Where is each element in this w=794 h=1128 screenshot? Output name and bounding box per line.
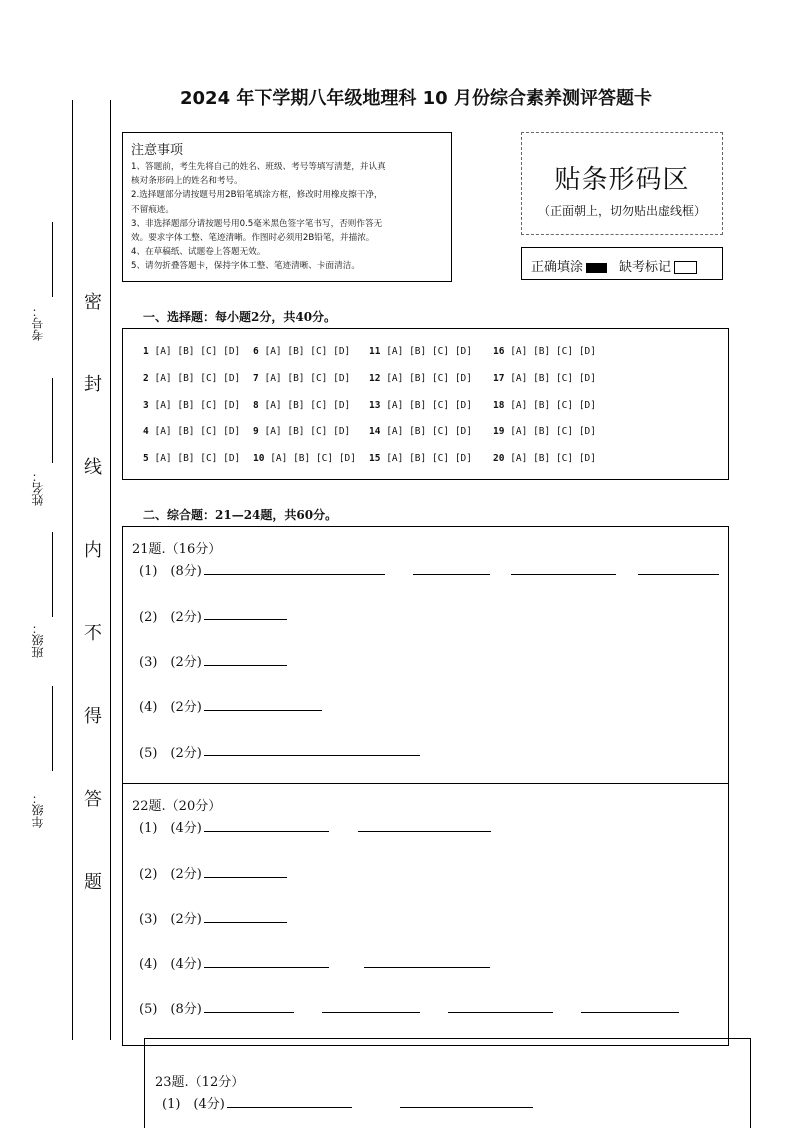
- q21-4-blank[interactable]: [204, 710, 322, 711]
- notice-line: 核对条形码上的姓名和考号。: [131, 176, 243, 187]
- grade-label: 年级：: [31, 792, 45, 828]
- multiple-choice-box: [122, 328, 729, 480]
- mc-question-9[interactable]: [253, 426, 350, 437]
- q21-part-1: (1) (8分): [139, 564, 202, 579]
- q23-1-blank-b[interactable]: [400, 1107, 533, 1108]
- name-line[interactable]: [52, 378, 53, 463]
- mc-options[interactable]: [A] [B] [C] [D]: [386, 453, 472, 464]
- binding-inner-line: [110, 100, 111, 1040]
- q21-1-blank-d[interactable]: [638, 574, 719, 575]
- exam-number-line[interactable]: [52, 222, 53, 297]
- mc-question-4[interactable]: [143, 426, 240, 437]
- fill-legend: [521, 247, 723, 280]
- mc-question-number: 14: [369, 426, 381, 437]
- mc-question-2[interactable]: [143, 373, 240, 384]
- class-label: 班级：: [31, 622, 45, 658]
- q21-5-blank[interactable]: [204, 755, 420, 756]
- binding-outer-line: [72, 100, 73, 1040]
- mc-question-1[interactable]: [143, 346, 240, 357]
- page-title: 2024 年下学期八年级地理科 10 月份综合素养测评答题卡: [180, 88, 652, 109]
- notice-line: 5、请勿折叠答题卡，保持字体工整、笔迹清晰、卡面清洁。: [131, 261, 360, 272]
- mc-options[interactable]: [A] [B] [C] [D]: [386, 346, 472, 357]
- mc-question-number: 12: [369, 373, 381, 384]
- q22-1-blank-a[interactable]: [204, 831, 329, 832]
- mc-question-17[interactable]: [493, 373, 596, 384]
- mc-options[interactable]: [A] [B] [C] [D]: [264, 426, 351, 437]
- mc-question-number: 10: [253, 453, 265, 464]
- notice-line: 不留痕迹。: [131, 204, 174, 215]
- q21-2-blank[interactable]: [204, 619, 287, 620]
- mc-options[interactable]: [A] [B] [C] [D]: [154, 400, 241, 411]
- question-21-box: [122, 526, 729, 784]
- exam-number-label: 考号：: [31, 305, 45, 341]
- mc-question-12[interactable]: [369, 373, 472, 384]
- mc-question-number: 18: [493, 400, 505, 411]
- notice-box: [122, 132, 452, 282]
- mc-question-number: 13: [369, 400, 381, 411]
- mc-options[interactable]: [A] [B] [C] [D]: [386, 373, 472, 384]
- mc-question-7[interactable]: [253, 373, 350, 384]
- mc-question-14[interactable]: [369, 426, 472, 437]
- q22-part-3: (3) (2分): [139, 912, 202, 927]
- question-22-box: [122, 783, 729, 1046]
- mc-question-19[interactable]: [493, 426, 596, 437]
- question-21-title: 21题.（16分）: [132, 542, 222, 557]
- mc-question-8[interactable]: [253, 400, 350, 411]
- mc-options[interactable]: [A] [B] [C] [D]: [386, 400, 472, 411]
- mc-question-13[interactable]: [369, 400, 472, 411]
- notice-line: 1、答题前，考生先将自己的姓名、班级、考号等填写清楚，并认真: [131, 162, 386, 172]
- mc-options[interactable]: [A] [B] [C] [D]: [264, 373, 351, 384]
- q21-1-blank-a[interactable]: [204, 574, 385, 575]
- mc-options[interactable]: [A] [B] [C] [D]: [264, 346, 351, 357]
- barcode-title: 贴条形码区: [554, 165, 690, 195]
- mc-options[interactable]: [A] [B] [C] [D]: [154, 426, 241, 437]
- mc-options[interactable]: [A] [B] [C] [D]: [510, 426, 596, 437]
- seal-char-4: 内: [84, 540, 102, 561]
- mc-question-number: 17: [493, 373, 505, 384]
- mc-options[interactable]: [A] [B] [C] [D]: [270, 453, 356, 464]
- mc-question-number: 15: [369, 453, 381, 464]
- q22-4-blank-b[interactable]: [364, 967, 490, 968]
- seal-char-7: 答: [84, 789, 102, 810]
- filled-box-icon: [586, 263, 607, 273]
- q21-1-blank-b[interactable]: [413, 574, 490, 575]
- q21-part-5: (5) (2分): [139, 746, 202, 761]
- mc-question-15[interactable]: [369, 453, 472, 464]
- mc-question-number: 19: [493, 426, 505, 437]
- mc-question-10[interactable]: [253, 453, 356, 464]
- mc-options[interactable]: [A] [B] [C] [D]: [510, 346, 596, 357]
- seal-char-3: 线: [84, 457, 102, 478]
- q21-part-4: (4) (2分): [139, 700, 202, 715]
- mc-question-16[interactable]: [493, 346, 596, 357]
- q22-2-blank[interactable]: [204, 877, 287, 878]
- question-22-title: 22题.（20分）: [132, 799, 222, 814]
- notice-line: 3、非选择题部分请按题号用0.5毫米黑色签字笔书写，否则作答无: [131, 218, 383, 229]
- mc-options[interactable]: [A] [B] [C] [D]: [386, 426, 472, 437]
- mc-question-number: 3: [143, 400, 149, 411]
- mc-question-number: 1: [143, 346, 149, 357]
- mc-question-number: 16: [493, 346, 505, 357]
- seal-char-6: 得: [84, 706, 102, 727]
- mc-options[interactable]: [A] [B] [C] [D]: [510, 400, 596, 411]
- q22-part-5: (5) (8分): [139, 1002, 202, 1017]
- q23-1-blank-a[interactable]: [227, 1107, 352, 1108]
- barcode-area[interactable]: [521, 132, 723, 235]
- mc-question-number: 5: [143, 453, 149, 464]
- q22-part-1: (1) (4分): [139, 821, 202, 836]
- q23-part-1: (1) (4分): [162, 1097, 225, 1112]
- absent-checkbox[interactable]: [674, 261, 697, 274]
- mc-options[interactable]: [A] [B] [C] [D]: [510, 373, 596, 384]
- mc-question-20[interactable]: [493, 453, 596, 464]
- seal-char-5: 不: [84, 623, 102, 644]
- q21-part-3: (3) (2分): [139, 655, 202, 670]
- mc-options[interactable]: [A] [B] [C] [D]: [154, 346, 241, 357]
- q22-5-blank-b[interactable]: [322, 1012, 420, 1013]
- q21-1-blank-c[interactable]: [511, 574, 616, 575]
- q22-part-2: (2) (2分): [139, 867, 202, 882]
- notice-line: 2.选择题部分请按题号用2B铅笔填涂方框，修改时用橡皮擦干净，: [131, 190, 383, 201]
- mc-options[interactable]: [A] [B] [C] [D]: [154, 373, 241, 384]
- mc-question-6[interactable]: [253, 346, 350, 357]
- mc-question-5[interactable]: [143, 453, 240, 464]
- section2-heading: 二、综合题：21—24题，共60分。: [143, 508, 338, 522]
- notice-title: 注意事项: [131, 143, 184, 158]
- mc-options[interactable]: [A] [B] [C] [D]: [154, 453, 241, 464]
- mc-question-number: 8: [253, 400, 259, 411]
- q22-5-blank-c[interactable]: [448, 1012, 553, 1013]
- q22-5-blank-d[interactable]: [581, 1012, 679, 1013]
- mc-question-number: 11: [369, 346, 381, 357]
- mc-options[interactable]: [A] [B] [C] [D]: [510, 453, 596, 464]
- q22-3-blank[interactable]: [204, 922, 287, 923]
- mc-question-number: 2: [143, 373, 149, 384]
- mc-question-number: 7: [253, 373, 259, 384]
- mc-question-number: 9: [253, 426, 259, 437]
- barcode-subtitle: （正面朝上，切勿贴出虚线框）: [537, 204, 706, 218]
- q21-part-2: (2) (2分): [139, 610, 202, 625]
- section1-heading: 一、选择题：每小题2分，共40分。: [143, 310, 337, 324]
- class-line[interactable]: [52, 532, 53, 617]
- seal-char-2: 封: [84, 374, 102, 395]
- grade-line[interactable]: [52, 686, 53, 771]
- correct-fill-label: 正确填涂: [531, 260, 584, 275]
- q21-3-blank[interactable]: [204, 665, 287, 666]
- notice-line: 效。要求字体工整、笔迹清晰。作图时必须用2B铅笔，并描浓。: [131, 233, 375, 244]
- name-label: 姓名：: [31, 470, 45, 506]
- q22-4-blank-a[interactable]: [204, 967, 329, 968]
- seal-char-8: 题: [84, 872, 102, 893]
- mc-question-number: 4: [143, 426, 149, 437]
- q22-5-blank-a[interactable]: [204, 1012, 294, 1013]
- seal-char-1: 密: [84, 292, 102, 313]
- notice-line: 4、在草稿纸、试题卷上答题无效。: [131, 247, 266, 258]
- question-23-title: 23题.（12分）: [155, 1075, 245, 1090]
- absent-mark-label: 缺考标记: [619, 260, 672, 275]
- mc-question-number: 20: [493, 453, 505, 464]
- mc-question-18[interactable]: [493, 400, 596, 411]
- mc-question-3[interactable]: [143, 400, 240, 411]
- q22-1-blank-b[interactable]: [358, 831, 491, 832]
- mc-question-number: 6: [253, 346, 259, 357]
- mc-question-11[interactable]: [369, 346, 472, 357]
- mc-options[interactable]: [A] [B] [C] [D]: [264, 400, 351, 411]
- q22-part-4: (4) (4分): [139, 957, 202, 972]
